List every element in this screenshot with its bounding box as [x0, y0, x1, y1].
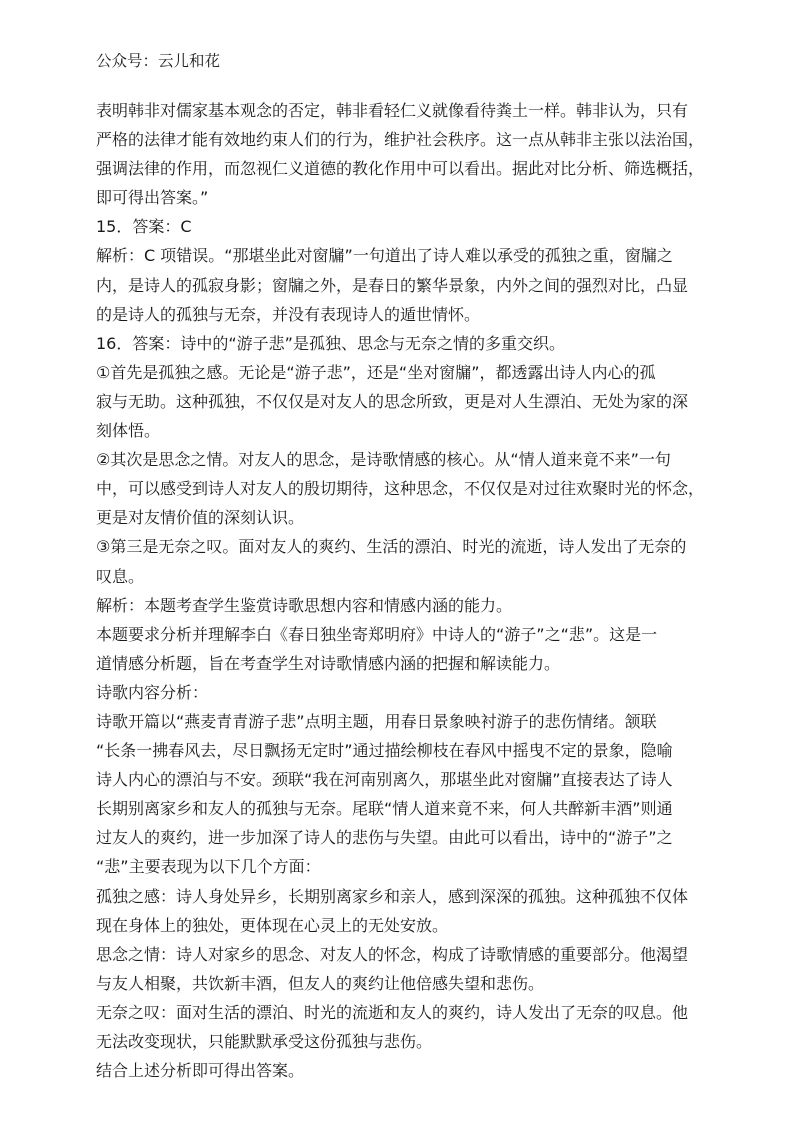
text-line: 与友人相聚，共饮新丰酒，但友人的爽约让他倍感失望和悲伤。	[96, 973, 545, 993]
text-line: 诗歌内容分析：	[96, 682, 209, 702]
text-line: 解析：本题考查学生鉴赏诗歌思想内容和情感内涵的能力。	[96, 595, 513, 615]
text-line: 本题要求分析并理解李白《春日独坐寄郑明府》中诗人的“游子”之“悲”。这是一	[96, 624, 658, 644]
text-line: 过友人的爽约，进一步加深了诗人的悲伤与失望。由此可以看出，诗中的“游子”之	[96, 828, 673, 848]
text-line: 结合上述分析即可得出答案。	[96, 1061, 305, 1081]
text-line: 刻体悟。	[96, 421, 161, 441]
text-line: ②其次是思念之情。对友人的思念，是诗歌情感的核心。从“情人道来竟不来”一句	[96, 450, 671, 470]
text-line: 思念之情：诗人对家乡的思念、对友人的怀念，构成了诗歌情感的重要部分。他渴望	[96, 944, 689, 964]
text-line: 无法改变现状，只能默默承受这份孤独与悲伤。	[96, 1032, 433, 1051]
text-line: ①首先是孤独之感。无论是“游子悲”，还是“坐对窗牖”，都透露出诗人内心的孤	[96, 362, 656, 382]
text-line: 长期别离家乡和友人的孤独与无奈。尾联“情人道来竟不来，何人共醉新丰酒”则通	[96, 799, 673, 819]
text-line: 解析：C 项错误。“那堪坐此对窗牖”一句道出了诗人难以承受的孤独之重，窗牖之	[96, 246, 673, 266]
text-line: 的是诗人的孤独与无奈，并没有表现诗人的遁世情怀。	[96, 304, 481, 324]
question-15-answer: 15．答案：C	[96, 217, 192, 237]
question-16-answer: 16．答案：诗中的“游子悲”是孤独、思念与无奈之情的多重交织。	[96, 333, 565, 353]
text-line: 表明韩非对儒家基本观念的否定，韩非看轻仁义就像看待粪土一样。韩非认为，只有	[96, 101, 689, 120]
text-line: 更是对友情价值的深刻认识。	[96, 508, 305, 528]
text-line: 严格的法律才能有效地约束人们的行为，维护社会秩序。这一点从韩非主张以法治国，	[96, 130, 705, 150]
text-line: ③第三是无奈之叹。面对友人的爽约、生活的漂泊、时光的流逝，诗人发出了无奈的	[96, 537, 687, 557]
text-line: 中，可以感受到诗人对友人的殷切期待，这种思念，不仅仅是对过往欢聚时光的怀念，	[96, 479, 705, 499]
text-line: “悲”主要表现为以下几个方面：	[96, 857, 321, 877]
text-line: 诗人内心的漂泊与不安。颈联“我在河南别离久，那堪坐此对窗牖”直接表达了诗人	[96, 770, 673, 790]
text-line: 寂与无助。这种孤独，不仅仅是对友人的思念所致，更是对人生漂泊、无处为家的深	[96, 391, 689, 411]
text-line: “长条一拂春风去，尽日飘扬无定时”通过描绘柳枝在春风中摇曳不定的景象，隐喻	[96, 741, 673, 761]
text-line: 叹息。	[96, 566, 145, 586]
page-header: 公众号：云儿和花	[96, 52, 221, 70]
text-line: 强调法律的作用，而忽视仁义道德的教化作用中可以看出。据此对比分析、筛选概括，	[96, 159, 705, 179]
text-line: 内，是诗人的孤寂身影；窗牖之外，是春日的繁华景象，内外之间的强烈对比，凸显	[96, 275, 689, 295]
document-body	[96, 96, 716, 1085]
text-line: 即可得出答案。”	[96, 188, 209, 208]
text-line: 诗歌开篇以“燕麦青青游子悲”点明主题，用春日景象映衬游子的悲伤情绪。颔联	[96, 711, 657, 731]
text-line: 无奈之叹：面对生活的漂泊、时光的流逝和友人的爽约，诗人发出了无奈的叹息。他	[96, 1002, 689, 1022]
text-line: 孤独之感：诗人身处异乡，长期别离家乡和亲人，感到深深的孤独。这种孤独不仅体	[96, 886, 689, 906]
text-line: 道情感分析题，旨在考查学生对诗歌情感内涵的把握和解读能力。	[96, 653, 561, 673]
text-line: 现在身体上的独处，更体现在心灵上的无处安放。	[96, 915, 449, 935]
